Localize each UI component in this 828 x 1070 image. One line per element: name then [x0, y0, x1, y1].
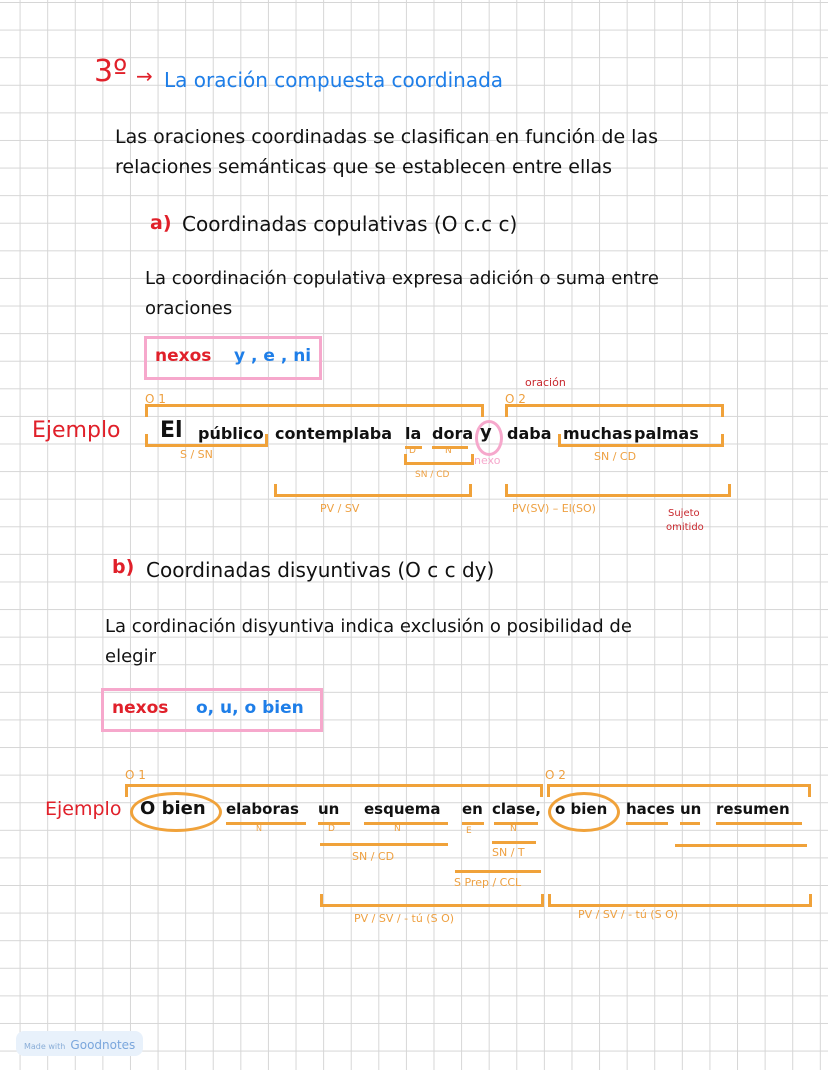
tag: N [445, 446, 452, 456]
goodnotes-badge [16, 1031, 143, 1056]
word: clase, [492, 800, 541, 818]
word: contemplaba [275, 424, 393, 443]
sn-cd-bracket [404, 454, 474, 465]
tag: omitido [666, 522, 704, 533]
tag: SN / T [492, 846, 525, 859]
underline [492, 841, 536, 844]
word: público [198, 424, 264, 443]
tag: SN / CD [415, 470, 450, 480]
word: muchas [563, 424, 633, 443]
tag: PV / SV / - tú (S O) [578, 908, 679, 921]
heading-b: Coordinadas disyuntivas (O c c dy) [146, 558, 495, 582]
section-number: 3º [94, 54, 128, 89]
nexos-label-a: nexos [155, 346, 212, 366]
tag: N [510, 824, 517, 834]
underline [226, 822, 306, 825]
underline [364, 822, 448, 825]
underline [716, 822, 802, 825]
o2-label-a: O 2 [505, 392, 526, 406]
word: resumen [716, 800, 790, 818]
s-bracket [145, 434, 268, 447]
word: haces [626, 800, 675, 818]
pv-bracket [505, 484, 731, 497]
intro-line-1: Las oraciones coordinadas se clasifican en función de las [115, 126, 659, 148]
intro-line-2: relaciones semánticas que se establecen entre ellas [115, 156, 613, 178]
tag: SN / CD [594, 450, 637, 463]
oracion-note: oración [525, 376, 566, 389]
tag: S / SN [180, 448, 213, 461]
pv-bracket [320, 894, 544, 907]
word: un [318, 800, 340, 818]
tag: PV(SV) – El(SO) [512, 502, 596, 515]
underline [320, 843, 448, 846]
word: en [462, 800, 483, 818]
word: y [480, 422, 492, 443]
tag: D [328, 824, 335, 834]
tag: PV / SV / - tú (S O) [354, 912, 455, 925]
desc-a-2: oraciones [145, 298, 233, 319]
nexos-label-b: nexos [112, 698, 169, 718]
pv-bracket [274, 484, 472, 497]
example-label-a: Ejemplo [32, 418, 121, 443]
underline [680, 822, 700, 825]
desc-a-1: La coordinación copulativa expresa adición o suma entre [145, 268, 659, 289]
underline [462, 822, 484, 825]
sn-cd-bracket [558, 434, 724, 447]
word: daba [507, 424, 552, 443]
underline [626, 822, 668, 825]
example-label-b: Ejemplo [45, 798, 122, 820]
word: palmas [634, 424, 699, 443]
tag: S Prep / CCL [454, 876, 522, 889]
underline [675, 844, 807, 847]
tag: N [256, 824, 262, 833]
word: la [405, 424, 422, 443]
tag: E [466, 826, 472, 836]
page-title: La oración compuesta coordinada [164, 68, 504, 92]
nexos-b: o, u, o bien [196, 698, 304, 718]
heading-letter-a: a) [150, 212, 172, 234]
o1-bracket-a [145, 404, 484, 417]
heading-letter-b: b) [112, 556, 135, 578]
word: esquema [364, 800, 441, 818]
word: elaboras [226, 800, 299, 818]
o1-label-b: O 1 [125, 768, 146, 782]
arrow-icon: → [136, 64, 153, 88]
tag: D [409, 446, 416, 456]
tag: nexo [474, 454, 501, 467]
word: un [680, 800, 702, 818]
pv-bracket [548, 894, 812, 907]
tag: SN / CD [352, 850, 395, 863]
word: O bien [140, 798, 206, 819]
tag: N [394, 824, 401, 834]
o2-bracket-a [505, 404, 724, 417]
o2-label-b: O 2 [545, 768, 566, 782]
nexos-a: y , e , ni [234, 346, 312, 366]
tag: Sujeto [668, 508, 700, 519]
tag: PV / SV [320, 502, 360, 515]
word: El [160, 418, 183, 443]
desc-b-1: La cordinación disyuntiva indica exclusión o posibilidad de [105, 616, 632, 637]
word: o bien [555, 800, 608, 818]
heading-a: Coordinadas copulativas (O c.c c) [182, 212, 518, 236]
made-with: Made with [24, 1042, 66, 1051]
desc-b-2: elegir [105, 646, 156, 667]
o1-label-a: O 1 [145, 392, 166, 406]
brand: Goodnotes [70, 1038, 136, 1052]
word: dora [432, 424, 474, 443]
underline [455, 870, 541, 873]
